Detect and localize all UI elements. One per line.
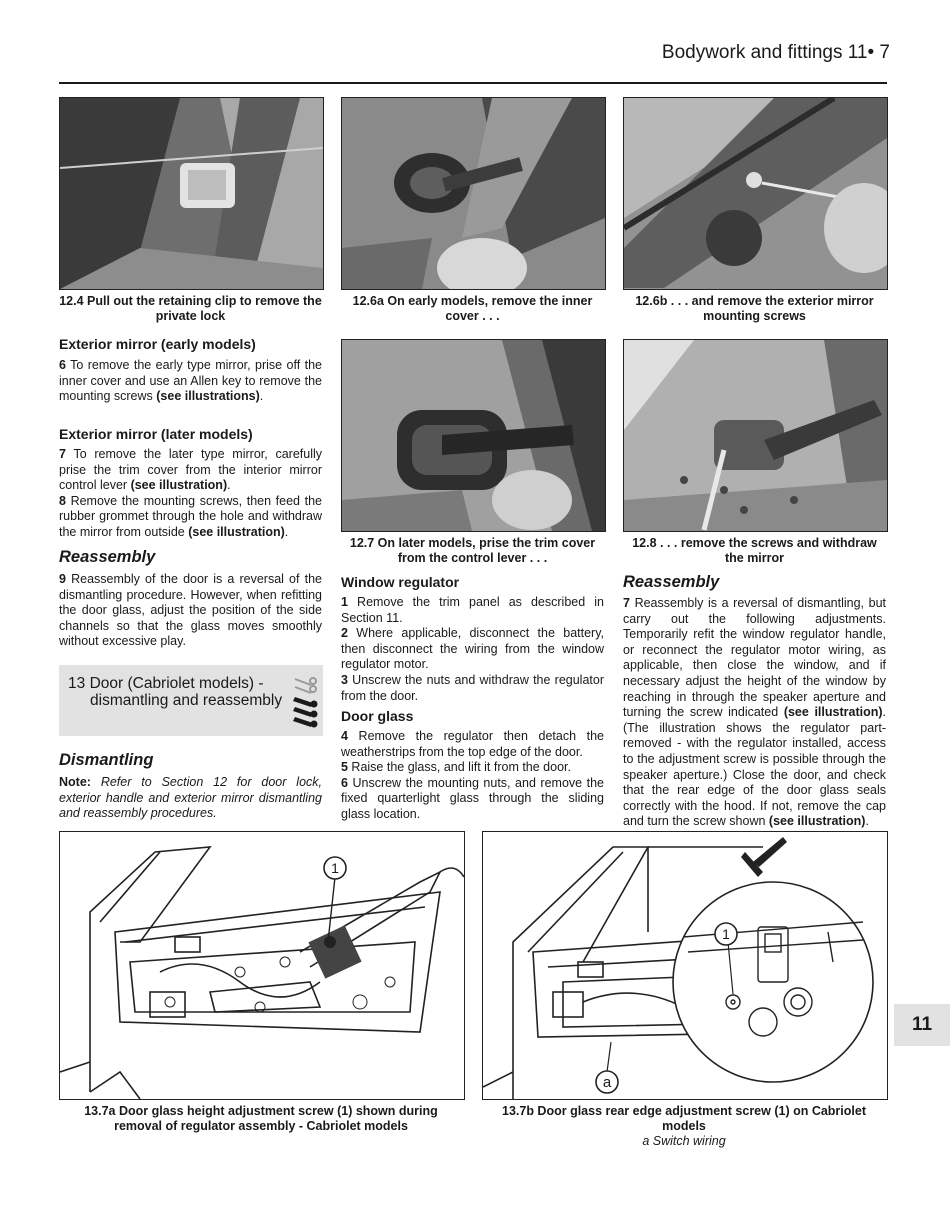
photo-12-4 bbox=[59, 97, 324, 290]
photo-12-6b bbox=[623, 97, 888, 290]
diagram-13-7b bbox=[482, 831, 888, 1100]
caption-12-4: 12.4 Pull out the retaining clip to remove the private lock bbox=[59, 294, 322, 323]
section-13-heading-box bbox=[59, 665, 323, 736]
heading-window-regulator: Window regulator bbox=[341, 574, 460, 590]
callout-1-a: 1 bbox=[331, 860, 339, 876]
callout-1-b: 1 bbox=[722, 926, 730, 942]
header-rule bbox=[59, 82, 887, 84]
paragraphs-7-8: 7 To remove the later type mirror, carefully prise the trim cover from the interior mirror control lever (see illustration). 8 Remove the mounting screws, then feed the rubber grommet through the hole and withdraw the mirror from outside (see illustration). bbox=[59, 447, 322, 539]
caption-12-7: 12.7 On later models, prise the trim cover from the control lever . . . bbox=[349, 536, 596, 565]
running-header: Bodywork and fittings 11• 7 bbox=[661, 42, 890, 63]
paragraph-6: 6 To remove the early type mirror, prise off the inner cover and use an Allen key to remove the mounting screws (see illustrations). bbox=[59, 358, 322, 404]
heading-exterior-mirror-later: Exterior mirror (later models) bbox=[59, 426, 253, 442]
heading-reassembly-13: Reassembly bbox=[623, 573, 720, 591]
photo-12-8 bbox=[623, 339, 888, 532]
heading-dismantling: Dismantling bbox=[59, 751, 154, 769]
section-subtitle: dismantling and reassembly bbox=[90, 692, 283, 709]
heading-exterior-mirror-early: Exterior mirror (early models) bbox=[59, 336, 256, 352]
chapter-tab: 11 bbox=[894, 1004, 950, 1046]
caption-13-7b: 13.7b Door glass rear edge adjustment screw (1) on Cabriolet models a Switch wiring bbox=[502, 1104, 866, 1148]
section-title: Door (Cabriolet models) - bbox=[89, 675, 264, 692]
section-number: 13 bbox=[68, 675, 86, 692]
paragraph-9: 9 Reassembly of the door is a reversal of the dismantling procedure. However, when refitting the door glass, adjust the position of the side channels so that the glass moves smoothly without excessive play. bbox=[59, 572, 322, 649]
diagram-13-7a bbox=[59, 831, 465, 1100]
caption-12-6a: 12.6a On early models, remove the inner cover . . . bbox=[352, 294, 593, 323]
paragraphs-1-3: 1 Remove the trim panel as described in Section 11. 2 Where applicable, disconnect the battery, then disconnect the wiring from the window regulator motor. 3 Unscrew the nuts and withdraw the regulator from the door. bbox=[341, 595, 604, 703]
heading-reassembly-12: Reassembly bbox=[59, 548, 156, 566]
photo-12-7 bbox=[341, 339, 606, 532]
paragraphs-4-6: 4 Remove the regulator then detach the weatherstrips from the top edge of the door. 5 Raise the glass, and lift it from the door. 6 Unscrew the mounting nuts, and remove the fixed quarterlight glass through the sliding glass location. bbox=[341, 729, 604, 821]
heading-door-glass: Door glass bbox=[341, 708, 414, 724]
note-section-12: Note: Refer to Section 12 for door lock, exterior handle and exterior mirror dismantling and reassembly procedures. bbox=[59, 775, 322, 821]
spanner-difficulty-icon bbox=[291, 673, 319, 729]
caption-12-6b: 12.6b . . . and remove the exterior mirror mounting screws bbox=[635, 294, 874, 323]
photo-12-6a bbox=[341, 97, 606, 290]
paragraph-7-reassembly: 7 Reassembly is a reversal of dismantling, but carry out the following adjustments. Temporarily refit the window regulator handle, or reconnect the regulator motor wiring, as applicable, then close the window, and if necessary adjust the height of the window by reaching in through the speaker aperture and turning the screw indicated (see illustration). (The illustration shows the regulator part-removed - with the regulator installed, access to the adjustment screw is possible through the speaker aperture.) Close the door, and check that the rear edge of the door glass seals correctly with the hood. If not, remove the cap and turn the screw shown (see illustration). bbox=[623, 596, 887, 829]
caption-12-8: 12.8 . . . remove the screws and withdraw the mirror bbox=[632, 536, 877, 565]
callout-a: a bbox=[602, 1074, 612, 1091]
caption-13-7a: 13.7a Door glass height adjustment screw (1) shown during removal of regulator assembly - Cabriolet models bbox=[84, 1104, 438, 1133]
